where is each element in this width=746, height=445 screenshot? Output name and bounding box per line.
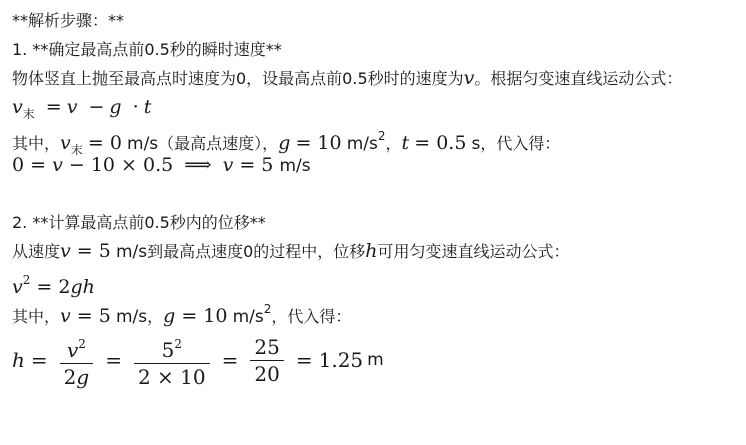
step1-where-suffix: ，代入得： [480,134,561,153]
final-eq-4: = [295,348,313,372]
step1-where-v-unit: m/s [127,134,159,154]
formula2-gh: gh [70,276,95,298]
fraction-1-den-g: g [76,364,90,389]
step1-formula [12,93,738,122]
step1-where-g-val: = 10 [295,132,342,154]
fraction-3 [250,334,283,387]
final-result: 1.25 [318,348,364,372]
formula-dot: · [132,96,139,118]
step2-title: 2. **计算最高点前0.5秒内的位移** [12,213,266,232]
fraction-1-num-v: v [66,337,79,362]
step1-where-t-unit: s [471,134,481,154]
formula-v-final-sub: 末 [22,107,35,121]
result-rest: − 10 × 0.5 [62,154,174,176]
formula-g: g [109,96,122,118]
step2-formula [12,266,738,298]
step2-intro-c: 可用匀变速直线运动公式： [377,242,570,261]
fraction-2-numerator [158,331,186,363]
formula2-eq: = 2 [30,276,71,298]
step2-where-g: g [163,305,176,327]
step1-where-g-exp: 2 [377,129,386,143]
formula-minus: − [88,96,105,118]
step2-where-g-val: = 10 [175,305,228,327]
result-v1: v [52,154,63,176]
step1-result [12,151,738,180]
step1-intro-var: v [463,67,475,89]
step1-where-v-sub: 末 [70,143,83,157]
fraction-2-num: 5 [161,337,175,362]
heading: **解析步骤：** [12,11,125,30]
fraction-2-num-exp: 2 [174,336,182,351]
fraction-1-num-exp: 2 [78,336,86,351]
fraction-3-denominator: 20 [254,361,280,386]
step1-where-v: v [60,132,71,154]
step2-intro [12,237,738,266]
step1-where-prefix: 其中， [12,134,61,153]
step2-where-v-unit: m/s [115,307,148,327]
fraction-2-denominator: 2 × 10 [137,364,206,389]
step2-intro-val: = 5 [70,240,111,262]
formula-v-final: v [12,96,23,118]
step1-intro-text-a: 物体竖直上抛至最高点时速度为0，设最高点前0.5秒时的速度为 [12,69,464,88]
fraction-1 [60,331,94,390]
step2-where-prefix: 其中， [12,307,61,326]
step2-final-equation [12,330,738,390]
step2-where-sep: ， [147,307,164,326]
step1-where-g-unit: m/s [346,134,378,154]
step2-where-v-val: = 5 [70,305,111,327]
step2-where-v: v [60,305,71,327]
step2-where-suffix: ，代入得： [271,307,352,326]
step2-intro-b: 到最高点速度0的过程中，位移 [147,242,366,261]
formula-v: v [66,96,78,118]
final-unit: m [367,350,384,370]
step1-title: 1. **确定最高点前0.5秒的瞬时速度** [12,40,282,59]
spacer [12,180,738,208]
solution-document [12,6,738,390]
formula-eq: = [45,96,62,118]
step2-where [12,295,738,327]
step1-where-t-val: = 0.5 [414,132,467,154]
final-eq-3: = [221,348,239,372]
final-h: h [12,348,25,372]
step2-intro-unit: m/s [115,242,148,262]
step2-intro-h: h [365,240,378,262]
fraction-1-den-2: 2 [63,364,77,389]
step2-where-g-unit: m/s [232,307,264,327]
result-arrow: ⟹ [184,154,212,176]
result-unit: m/s [279,156,311,176]
fraction-2 [134,331,210,390]
result-v2: v [222,154,234,176]
final-eq-2: = [105,348,122,372]
fraction-1-numerator [63,331,90,363]
result-val: = 5 [233,154,274,176]
step1-intro [12,64,738,93]
step2-intro-a: 从速度 [12,242,61,261]
step2-where-g-exp: 2 [263,302,272,316]
step1-where-t: t [401,132,410,154]
fraction-1-denominator [60,364,94,390]
step1-where-g: g [278,132,291,154]
step1-where [12,122,738,157]
final-eq-1: = [30,348,48,372]
step1-where-v-val: = 0 [87,132,122,154]
step1-where-v-note: （最高点速度）， [158,134,279,153]
step1-intro-text-b: 。根据匀变速直线运动公式： [474,69,683,88]
formula-t: t [143,96,152,118]
formula2-v: v [12,276,23,298]
step1-where-sep: ， [385,134,402,153]
result-lhs: 0 = [12,154,53,176]
step2-intro-v: v [60,240,71,262]
formula2-exp: 2 [22,273,31,287]
fraction-3-numerator: 25 [254,334,280,359]
